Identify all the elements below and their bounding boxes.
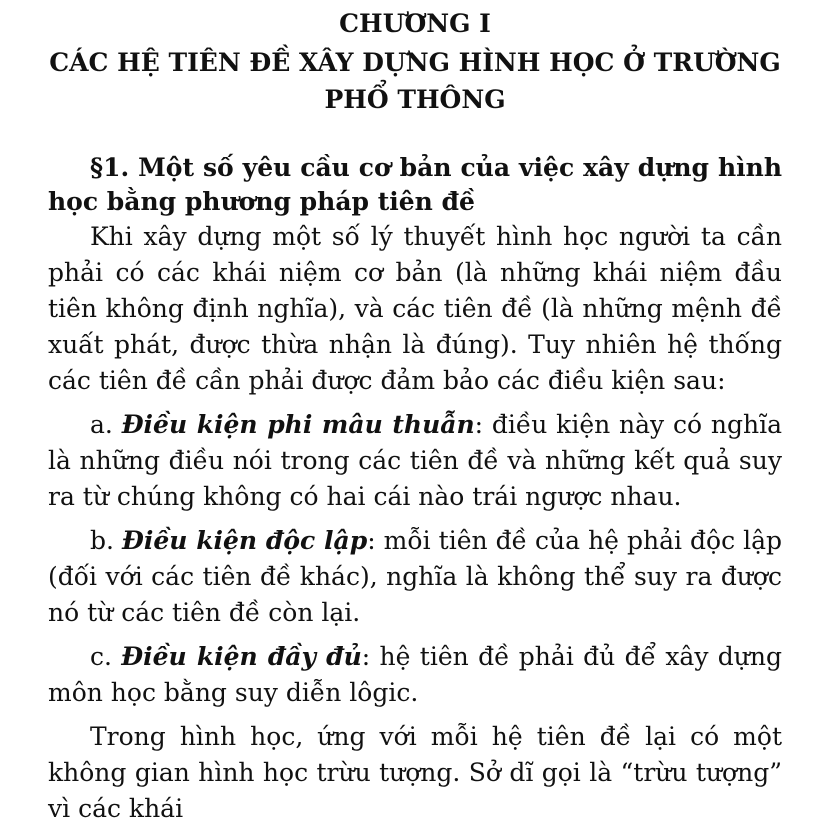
condition-a-marker: a. (90, 410, 122, 439)
section-heading: §1. Một số yêu cầu cơ bản của việc xây dựng hình học bằng phương pháp tiên đề (48, 153, 782, 216)
intro-paragraph: Khi xây dựng một số lý thuyết hình học người ta cần phải có các khái niệm cơ bản (là những khái niệm đầu tiên không định nghĩa), và các tiên đề (là những mệnh đề xuất phát, được thừa nhận là đúng). Tuy nhiên hệ thống các tiên đề cần phải được đảm bảo các điều kiện sau: (48, 222, 782, 395)
condition-c-marker: c. (90, 642, 122, 671)
chapter-label: CHƯƠNG I (339, 9, 491, 38)
condition-a-term: Điều kiện phi mâu thuẫn (121, 410, 475, 439)
condition-c-term: Điều kiện đầy đủ (121, 642, 362, 671)
condition-b-marker: b. (90, 526, 122, 555)
condition-a-text: : điều kiện này có nghĩa là những điều nói trong các tiên đề và những kết quả suy ra từ chúng không có hai cái nào trái ngược nhau. (48, 410, 782, 511)
closing-paragraph: Trong hình học, ứng với mỗi hệ tiên đề lại có một không gian hình học trừu tượng. Sở dĩ gọi là “trừu tượng” vì các khái (48, 722, 782, 823)
condition-c-text: : hệ tiên đề phải đủ để xây dựng môn học bằng suy diễn lôgic. (48, 642, 782, 707)
body-text (48, 219, 782, 827)
chapter-title: CÁC HỆ TIÊN ĐỀ XÂY DỰNG HÌNH HỌC Ở TRƯỜNG PHỔ THÔNG (49, 48, 781, 114)
condition-b-text: : mỗi tiên đề của hệ phải độc lập (đối với các tiên đề khác), nghĩa là không thể suy ra được nó từ các tiên đề còn lại. (48, 526, 783, 627)
condition-c-paragraph (48, 639, 782, 711)
condition-b-term: Điều kiện độc lập (121, 526, 368, 555)
condition-a-paragraph (48, 407, 782, 515)
condition-b-paragraph (48, 523, 782, 631)
